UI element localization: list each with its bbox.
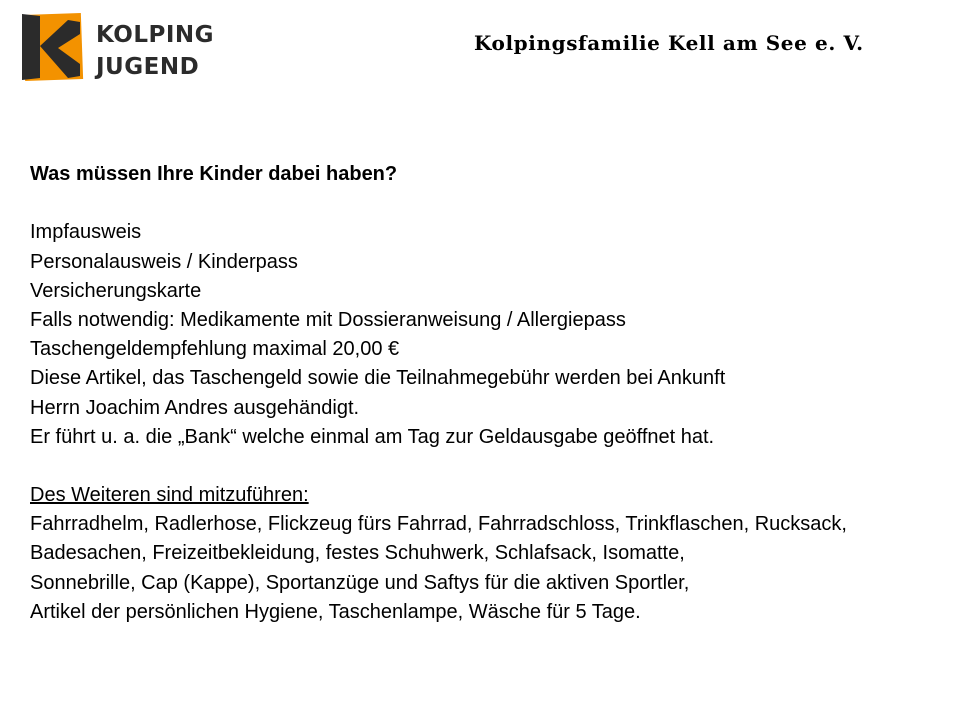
spacer <box>30 189 847 218</box>
content-body <box>30 160 847 627</box>
item-line: Artikel der persönlichen Hygiene, Taschenlampe, Wäsche für 5 Tage. <box>30 600 641 623</box>
document-line: Taschengeldempfehlung maximal 20,00 € <box>30 338 400 361</box>
document-line: Falls notwendig: Medikamente mit Dossieranweisung / Allergiepass <box>30 308 626 331</box>
document-line: Personalausweis / Kinderpass <box>30 250 298 273</box>
section-heading: Was müssen Ihre Kinder dabei haben? <box>30 163 398 185</box>
item-line: Fahrradhelm, Radlerhose, Flickzeug fürs Fahrrad, Fahrradschloss, Trinkflaschen, Rucksack, <box>30 513 847 536</box>
document-line: Herrn Joachim Andres ausgehändigt. <box>30 396 360 419</box>
organization-name: Kolpingsfamilie Kell am See e. V. <box>474 31 864 55</box>
logo-text-line-2: JUGEND <box>96 54 200 80</box>
item-line: Sonnebrille, Cap (Kappe), Sportanzüge und Saftys für die aktiven Sportler, <box>30 571 690 594</box>
document-line: Diese Artikel, das Taschengeld sowie die Teilnahmegebühr werden bei Ankunft <box>30 367 726 390</box>
logo-text-line-1: KOLPING <box>96 22 215 48</box>
kolping-jugend-logo <box>18 12 218 84</box>
document-line: Impfausweis <box>30 221 142 244</box>
document-line: Er führt u. a. die „Bank“ welche einmal am Tag zur Geldausgabe geöffnet hat. <box>30 425 715 448</box>
item-line: Badesachen, Freizeitbekleidung, festes Schuhwerk, Schlafsack, Isomatte, <box>30 542 685 565</box>
section-subheading: Des Weiteren sind mitzuführen: <box>30 484 309 507</box>
document-line: Versicherungskarte <box>30 279 202 302</box>
spacer <box>30 452 847 481</box>
